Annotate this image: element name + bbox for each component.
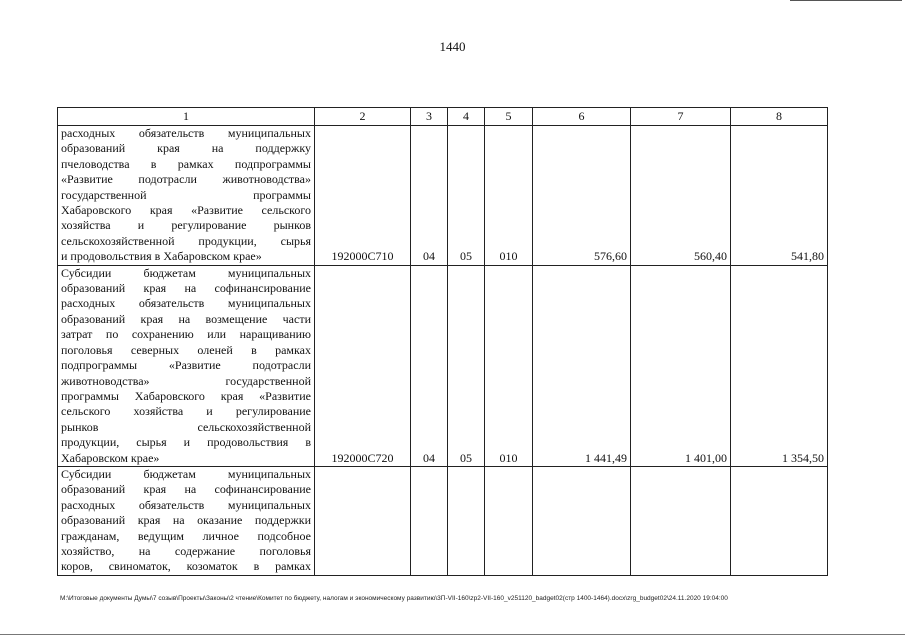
description-line: расходных обязательств муниципальных — [61, 497, 311, 512]
description-line: затрат по сохранению или наращиванию — [61, 327, 311, 342]
description-line: рынков сельскохозяйственной — [61, 419, 311, 434]
budget-table — [57, 107, 828, 576]
row-description — [58, 265, 315, 466]
amount-col7-cell: 560,40 — [631, 126, 731, 266]
description-line: образований края на возмещение части — [61, 311, 311, 326]
description-line: и продовольствия в Хабаровском крае» — [61, 249, 262, 264]
amount-col6-cell: 1 441,49 — [533, 265, 631, 466]
column-header-3: 3 — [411, 108, 448, 126]
table-row — [58, 126, 828, 266]
description-line: расходных обязательств муниципальных — [61, 126, 311, 140]
expense-type-cell: 010 — [485, 265, 533, 466]
description-line: сельского хозяйства и регулирование — [61, 404, 311, 419]
description-line: «Развитие подотрасли животноводства» — [61, 172, 311, 187]
column-header-7: 7 — [631, 108, 731, 126]
description-line: программы Хабаровского края «Развитие — [61, 388, 311, 403]
bottom-rule — [0, 634, 905, 635]
target-code-cell — [315, 466, 411, 575]
column-header-2: 2 — [315, 108, 411, 126]
description-line: Субсидии бюджетам муниципальных — [61, 466, 311, 481]
amount-col6-cell — [533, 466, 631, 575]
section-cell: 04 — [411, 126, 448, 266]
column-header-5: 5 — [485, 108, 533, 126]
column-header-6: 6 — [533, 108, 631, 126]
row-description — [58, 126, 315, 266]
description-line: коров, свиноматок, козоматок в рамках — [61, 559, 311, 574]
table-row — [58, 265, 828, 466]
page-number: 1440 — [439, 39, 466, 54]
expense-type-cell: 010 — [485, 126, 533, 266]
description-line: расходных обязательств муниципальных — [61, 296, 311, 311]
target-code-cell: 192000С710 — [315, 126, 411, 266]
description-line: подпрограммы «Развитие подотрасли — [61, 358, 311, 373]
description-line: животноводства» государственной — [61, 373, 311, 388]
description-line: Хабаровском крае» — [61, 450, 160, 465]
description-line: пчеловодства в рамках подпрограммы — [61, 156, 311, 171]
column-header-8: 8 — [731, 108, 828, 126]
description-line: государственной программы — [61, 187, 311, 202]
table-row — [58, 466, 828, 575]
section-cell: 04 — [411, 265, 448, 466]
description-line: хозяйство, на содержание поголовья — [61, 543, 311, 558]
description-line: образований края на оказание поддержки — [61, 513, 311, 528]
amount-col8-cell: 1 354,50 — [731, 265, 828, 466]
description-line: поголовья северных оленей в рамках — [61, 342, 311, 357]
subsection-cell: 05 — [448, 265, 485, 466]
description-line: образований края на софинансирование — [61, 281, 311, 296]
amount-col7-cell — [631, 466, 731, 575]
expense-type-cell — [485, 466, 533, 575]
amount-col8-cell — [731, 466, 828, 575]
description-line: Хабаровского края «Развитие сельского — [61, 203, 311, 218]
description-line: гражданам, ведущим личное подсобное — [61, 528, 311, 543]
description-line: образований края на софинансирование — [61, 482, 311, 497]
section-cell — [411, 466, 448, 575]
description-line: сельскохозяйственной продукции, сырья — [61, 233, 311, 248]
header-row — [58, 108, 828, 126]
amount-col7-cell: 1 401,00 — [631, 265, 731, 466]
target-code-cell: 192000С720 — [315, 265, 411, 466]
description-line: Субсидии бюджетам муниципальных — [61, 265, 311, 280]
file-path-footer: M:\Итоговые документы Думы\7 созыв\Проекты\Законы\2 чтение\Комитет по бюджету, налогам и экономическому развитию\3П-VII-160\zp2-VII-160_v251120_badget02(стр 1400-1464).docx\zrg_budget02\24.11.2020 19:04:00 — [60, 595, 728, 602]
subsection-cell: 05 — [448, 126, 485, 266]
description-line: образований края на поддержку — [61, 141, 311, 156]
amount-col8-cell: 541,80 — [731, 126, 828, 266]
column-header-1: 1 — [58, 108, 315, 126]
amount-col6-cell: 576,60 — [533, 126, 631, 266]
subsection-cell — [448, 466, 485, 575]
column-header-4: 4 — [448, 108, 485, 126]
top-rule — [790, 0, 902, 1]
description-line: хозяйства и регулирование рынков — [61, 218, 311, 233]
row-description — [58, 466, 315, 575]
description-line: продукции, сырья и продовольствия в — [61, 435, 311, 450]
